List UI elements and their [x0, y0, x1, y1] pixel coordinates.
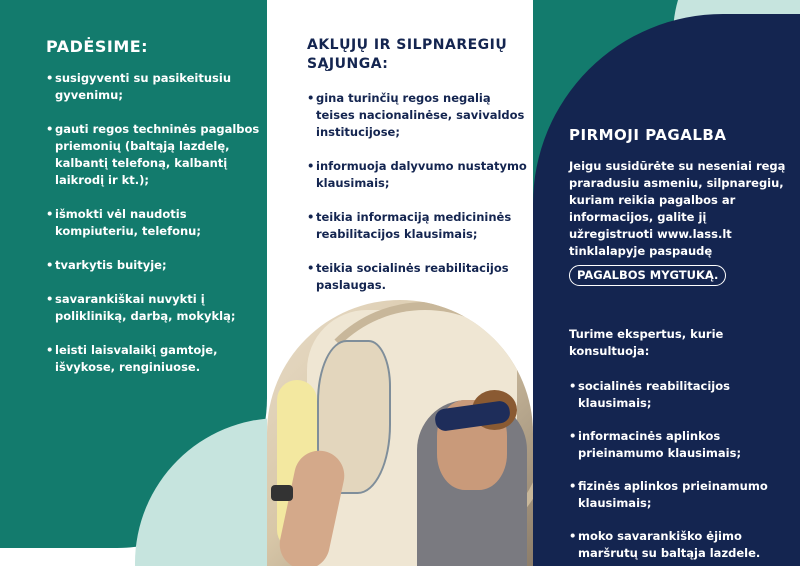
middle-panel: [267, 0, 533, 566]
list-item: • teikia socialinės reabilitacijos paslaugas.: [307, 260, 529, 294]
experts-intro: Turime ekspertus, kurie konsultuoja:: [569, 327, 724, 358]
help-list: [46, 70, 261, 376]
right-panel: [533, 0, 800, 566]
left-panel-title: PADĖSIME:: [46, 37, 149, 56]
list-item: • fizinės aplinkos prieinamumo klausimais;: [569, 478, 794, 512]
list-item: • išmokti vėl naudotis kompiuteriu, telefonu;: [46, 206, 261, 240]
tactile-map-photo: [267, 300, 533, 566]
middle-panel-title: AKLŲJŲ IR SILPNAREGIŲ SĄJUNGA:: [307, 37, 508, 72]
list-item: • gauti regos techninės pagalbos priemonių (baltąją lazdelę, kalbantį telefoną, kalbantį laikrodį ir kt.);: [46, 121, 261, 189]
list-item: • gina turinčių regos negalią teises nacionalinėse, savivaldos institucijose;: [307, 90, 529, 141]
list-item: • tvarkytis buityje;: [46, 257, 261, 274]
first-aid-paragraph: Jeigu susidūrėte su neseniai regą praradusiu asmeniu, silpnaregiu, kuriam reikia pagalbos ar informacijos, galite jį užregistruoti www.lass.lt tinklalapyje paspaudę: [569, 159, 786, 258]
list-item: • savarankiškai nuvykti į polikliniką, darbą, mokyklą;: [46, 291, 261, 325]
list-item: • moko savarankiško ėjimo maršrutų su baltąja lazdele.: [569, 528, 794, 562]
right-panel-content: [569, 126, 794, 566]
list-item: • informuoja dalyvumo nustatymo klausimais;: [307, 158, 529, 192]
help-button-label: PAGALBOS MYGTUKĄ.: [569, 265, 726, 286]
right-panel-title: PIRMOJI PAGALBA: [569, 126, 727, 144]
left-panel-content: [46, 37, 261, 393]
left-panel: [0, 0, 267, 566]
list-item: • teikia informaciją medicininės reabilitacijos klausimais;: [307, 209, 529, 243]
list-item: • socialinės reabilitacijos klausimais;: [569, 378, 794, 412]
list-item: • informacinės aplinkos prieinamumo klausimais;: [569, 428, 794, 462]
list-item: • susigyventi su pasikeitusiu gyvenimu;: [46, 70, 261, 104]
union-list: [307, 90, 529, 294]
experts-list: [569, 378, 794, 562]
middle-panel-content: [307, 36, 529, 311]
photo-watch: [271, 485, 293, 501]
list-item: • leisti laisvalaikį gamtoje, išvykose, renginiuose.: [46, 342, 261, 376]
